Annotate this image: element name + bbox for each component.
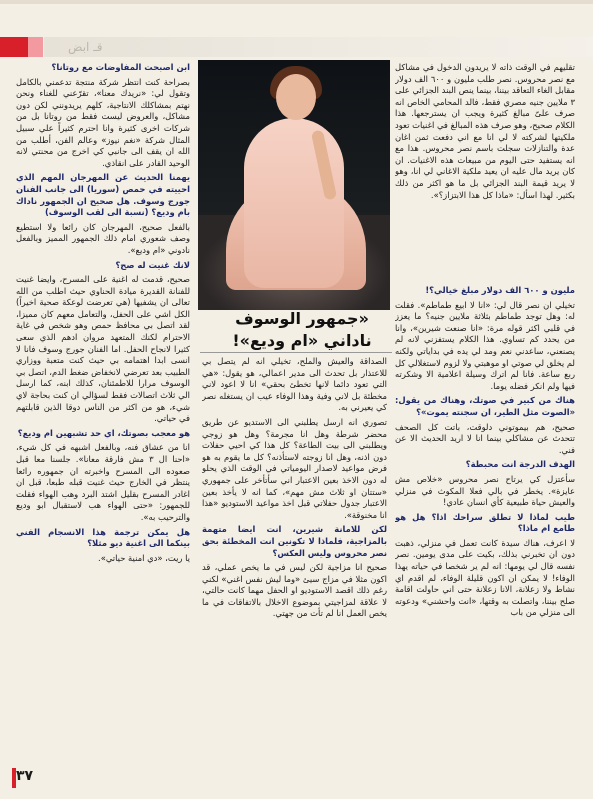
interview-question: هو معجب بصوتك، اي حد تشبهين ام وديع؟ [17,427,190,438]
interview-question: الهدف الدرجة انت محبطة؟ [465,459,575,470]
interview-question: يهمنا الحديث عن المهرجان المهم الذي احييته في حمص (سوريا) الى جانب الفنان جورج وسوف. هل صحيح ان الجمهور ناداك بام وديع؟ (نسبة الى لقب الوسوف) [16,172,190,218]
headline-rule [200,352,392,353]
face [276,74,316,120]
interview-answer: بصراحة كنت انتظر شركة منتجة تدعمني بالكامل وتقول لي: «نريدك معنا»، تقرّعني للغناء ونحن نهتم بمشاكلك الانتاجية، كلهم يريدونني لكن دون مشاكل، والعروض ليست فقط من روتانا بل من شركات اخرى كثيرة وانا احترم كثيراً علي سبيل المثال شركة «نغم نيوز» وعالم الفن، أطلب من الله ان يقف الى جانبي كي اخرج من محنتي لانه الوحيد القادر على انقاذي. [16,76,190,168]
column-right [395,285,575,745]
interview-answer: لا اعرف، هناك سيدة كانت تعمل في منزلي، ذهبت دون ان تخبرني بذلك، بكيت على مدى يومين. نصر نفسه قال لي يومها: انه لم ير شخصا في حياته يهذا الوفاء! لا يمكن ان اكون قليلة الوفاء، لم اقدم اي نشاط ولا زعلانة، الانا زعلانة حتى اني حاولت اقامة صلح بيننا، واتصلت به وقتها، «انت واحشني» ودعوته الى منزلي من باب [395,537,575,618]
interview-question: ابن اصبحت المفاوضات مع روتانا؟ [51,62,190,72]
dress-bodice [244,118,344,288]
page-number: ٣٧ [16,768,34,784]
interview-answer: انا من عشاق فنه، وبالفعل اشبهه في كل شيء، «احنا ال ٣ مش فارقة معانا». جلسنا معا قبل صعوده الى المسرح واخبرته ان جمهوره رائعا ينتظر في الخارج حيث غنيت قبله طبعا، قبل ان اغادر المسرح بقليل اشتد البرد وهب الهواء فقلت للجمهور: «حتى الهواء هب لاستقبال ابو وديع والترحيب به». [16,442,190,522]
interview-answer: صحيح، قدمت له اغنية على المسرح، وايضا غنيت للفنانة القديرة ميادة الحناوي حيث اطلب من الله تعالى ان يشفيها (هي تعرضت لوعكة صحية اخيراً) الكل اشي على الحفل، والتعامل معهم كان مميزا، لقد اتصل بي محافظ حمص وهو شخص في غاية الاحترام لكنك المتعهد مروان ادهم الذي سعى كثيرا لانجاح الحفل. اما الفنان جورج وسوف فانا لا انسى ابدا اهتمامه بي حيث كنت متعبة ووزاري الطبيب بعد تعرضي لانخفاض ضغط الدم، اتصل بي الوسوف مرارا للاطمئنان، كذلك ابنه، كما ارسل الي ثلاث اتصالات فقط لسؤالي ان كنت بحاجة لاي شيء، هو من اكثر من الناس دوقا الذين قابلتهم في حياتي. [16,274,190,424]
interview-answer: الصداقة والعيش والملح، تخيلي انه لم يتصل بي للاعتذار بل تحدث الى مدير اعمالي، هو يقول: «هي التي تعود دائما لانها تخطئ بحقي» انا لا اعود لاني مخطئة بل لاني وفية وهذا الوفاء عيب ان يستغله نصر كي يعيرني به. [202,356,387,413]
column-middle [202,356,387,736]
interview-answer: سأعتزل كي يرتاح نصر محروس «خلاص مش عايزة». يخطر في بالي فعلا المكوث في منزلي والعيش حياة طبيعية كأي انسان عادي! [395,473,575,508]
interview-answer: صحيح، هم بيموتوني دلوقت، باتت كل الصحف تتحدث عن مشاكلي بينما انا لا اريد الحديث الا عن فني. [395,421,575,455]
interview-answer: تقليهم في الوقت ذاته لا يريدون الدخول في مشاكل مع نصر محروس. نصر طلب مليون و ٦٠٠ الف دولار مقابل الغاء التعاقد بيننا، بينما ينص البند الجزائي على ٣ ملايين جنيه مصري فقط، فالد المحامي الخاص انه صرف علىّ مبالغ كثيرة ويجب ان يسترجعها. هذا الكلام صحيح، وهو صرف هذه المبالغ في اغنيات تعود ملكيتها لشركته لا لي انا مع اني دفعت ثمن اغان عدة والتنازلات سجلت باسم نصر محروس. هذا مع انه يستفيد حتى اليوم من مبيعات هذه الاغنيات. ان كان يريد مال عليه ان يعيد ملكية الاغاني لي انا، وهو لا يريد قيمة البند الجزائي بل ما هو اكثر من ذلك بكثير. لهذا اسأل: «ماذا كل هذا الابتزاز؟». [395,62,575,200]
interview-answer: تصوري انه ارسل يطلبني الى الاستديو عن طريق محضر شرطة وهل انا مجرمة؟ وهل هو زوجي ويطلبني الى بيت الطاعة؟ كل هذا كي احيي حفلات دون اذنه، وهل انا زوجته لاستأذنه؟ كل ما يقوم به هو فرض مواعيد لاصدار اليومياتي في الوقت الذي يحلو له دون الاخذ بعين الاعتبار اني سأتأخر على جمهوري «ستتان او ثلاث مش مهم»، كما انه لا يأخذ بعين الاعتبار جدول حفلاتي قبل اخذ مواعيد الاستوديو «هذا انا مخنوقة». [202,416,387,520]
interview-question: هناك من كبير في صوتك، وهناك من يقول: «الصوت مثل الطير، ان سجنته يموت»؟ [395,395,575,417]
headline-line-1: «جمهور الوسوف [235,309,369,328]
interview-answer: تخيلي ان نصر قال لي: «انا لا ابيع طماطم». فقلت له: وهل توجد طماطم بثلاثة ملايين جنيه؟ ما يعزز في قلبي اكثر قوله مرة: «انا صنعت شيرين»، وانا من يحدد كم تساوي. هذا الكلام يستفزني لانه لم يصنعني، ساعدني نعم ومد لي يده في بداياتي ولكنه لم يخلق لي صوتي او موهبتي ولا لزوم لاستغلالي كل ربع ساعة. فانا لم اترك وسيلة اعلامية الا وشكرته فيها ولم انكر فضله يوما. [395,299,575,391]
interview-question: مليون و ٦٠٠ الف دولار مبلغ خيالي؟! [425,285,575,295]
page-edge [0,0,593,4]
interview-answer: يا ريت، «دي امنية حياتي». [98,552,190,563]
interview-question: طيب لماذا لا تطلق سراحك اذا؟ هل هو طامع ام ماذا؟ [395,511,575,534]
section-masthead: قـ ابض [44,37,593,57]
interview-question: لانك غنيت له صح؟ [115,259,190,270]
column-right-top [395,62,575,287]
singer-photo [198,60,390,310]
section-tab-red [0,37,28,57]
column-left [16,62,190,742]
interview-answer: صحيح انا مزاجية لكن ليس في ما يخص عملي، قد اكون مثلا في مزاج سيئ «وما ليش نفس اغني» لكني رغم ذلك اقصد الاستوديو او الحفل مهما كانت حالتي، لا علاقة لمزاجيتي بموضوع الاخلال بالاتفاقات في ما يخص العمل انا لم تأت من جهتي. [202,562,387,619]
interview-question: لكن للامانة شيرين، انت ايضا متهمة بالمزاجية، فلماذا لا تكونين انت المخطئة بحق نصر محروس وليس العكس؟ [202,524,387,558]
article-headline [212,308,392,352]
headline-line-2: ناداني «ام وديع»! [232,331,372,350]
interview-answer: بالفعل صحيح، المهرجان كان رائعا ولا استطيع وصف شعوري امام ذلك الجمهور المميز وبالفعل نادوني «ام وديع». [16,221,190,255]
interview-question: هل يمكن ترجمة هذا الانسجام الفني بينكما الى اغنية ديو مثلا؟ [16,526,190,549]
section-tab-pink [28,37,43,57]
